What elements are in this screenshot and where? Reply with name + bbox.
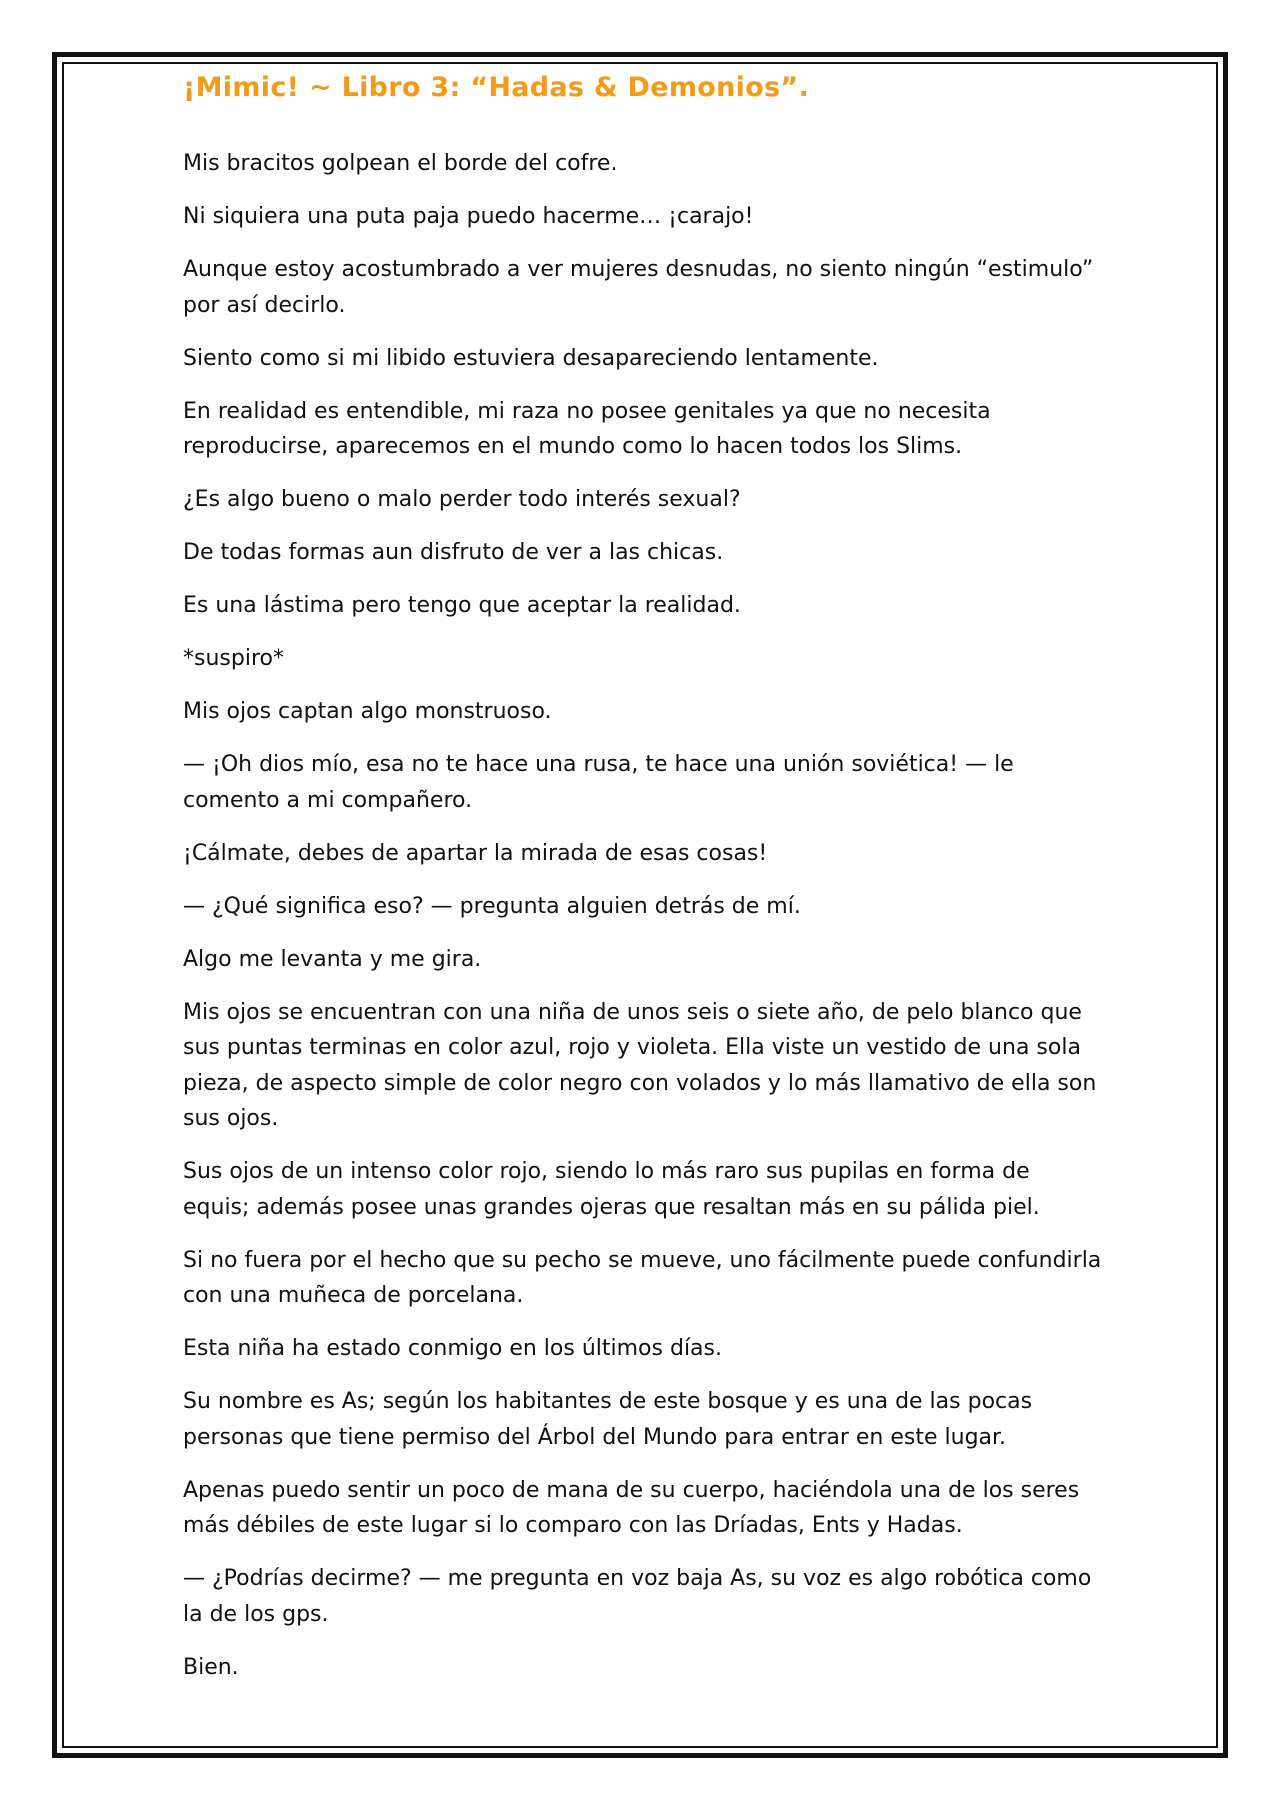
paragraph: ¿Es algo bueno o malo perder todo interés sexual? [183, 487, 741, 513]
paragraph: Siento como si mi libido estuviera desapareciendo lentamente. [183, 345, 879, 371]
paragraph: En realidad es entendible, mi raza no posee genitales ya que no necesita reproducirse, aparecemos en el mundo como lo hacen todos los Slims. [183, 398, 991, 460]
page-content [183, 72, 1103, 1703]
paragraph: Mis ojos captan algo monstruoso. [183, 699, 552, 725]
paragraph: De todas formas aun disfruto de ver a las chicas. [183, 540, 724, 566]
document-title: ¡Mimic! ~ Libro 3: “Hadas & Demonios”. [183, 72, 810, 103]
paragraph: Esta niña ha estado conmigo en los últimos días. [183, 1336, 722, 1362]
paragraph: Aunque estoy acostumbrado a ver mujeres desnudas, no siento ningún “estimulo” por así decirlo. [183, 257, 1094, 318]
paragraph: *suspiro* [183, 646, 284, 672]
paragraph: Es una lástima pero tengo que aceptar la realidad. [183, 593, 741, 619]
paragraph: Su nombre es As; según los habitantes de este bosque y es una de las pocas personas que tiene permiso del Árbol del Mundo para entrar en este lugar. [183, 1389, 1033, 1450]
document-body [183, 146, 1103, 1685]
paragraph: Bien. [183, 1654, 239, 1680]
paragraph: Algo me levanta y me gira. [183, 946, 482, 972]
paragraph: ¡Cálmate, debes de apartar la mirada de esas cosas! [183, 840, 768, 866]
paragraph: Ni siquiera una puta paja puedo hacerme… ¡carajo! [183, 204, 754, 230]
paragraph: Apenas puedo sentir un poco de mana de su cuerpo, haciéndola una de los seres más débiles de este lugar si lo comparo con las Dríadas, Ents y Hadas. [183, 1477, 1080, 1539]
paragraph: Mis bracitos golpean el borde del cofre. [183, 151, 618, 177]
paragraph: Sus ojos de un intenso color rojo, siendo lo más raro sus pupilas en forma de equis; además posee unas grandes ojeras que resaltan más en su pálida piel. [183, 1159, 1040, 1220]
paragraph: Si no fuera por el hecho que su pecho se mueve, uno fácilmente puede confundirla con una muñeca de porcelana. [183, 1247, 1102, 1309]
paragraph: — ¿Qué significa eso? — pregunta alguien detrás de mí. [183, 893, 801, 919]
paragraph: — ¡Oh dios mío, esa no te hace una rusa, te hace una unión soviética! — le comento a mi compañero. [183, 752, 1014, 813]
paragraph: — ¿Podrías decirme? — me pregunta en voz baja As, su voz es algo robótica como la de los gps. [183, 1566, 1092, 1627]
paragraph: Mis ojos se encuentran con una niña de unos seis o siete año, de pelo blanco que sus puntas terminas en color azul, rojo y violeta. Ella viste un vestido de una sola pieza, de aspecto simple de color negro con volados y lo más llamativo de ella son sus ojos. [183, 999, 1097, 1132]
